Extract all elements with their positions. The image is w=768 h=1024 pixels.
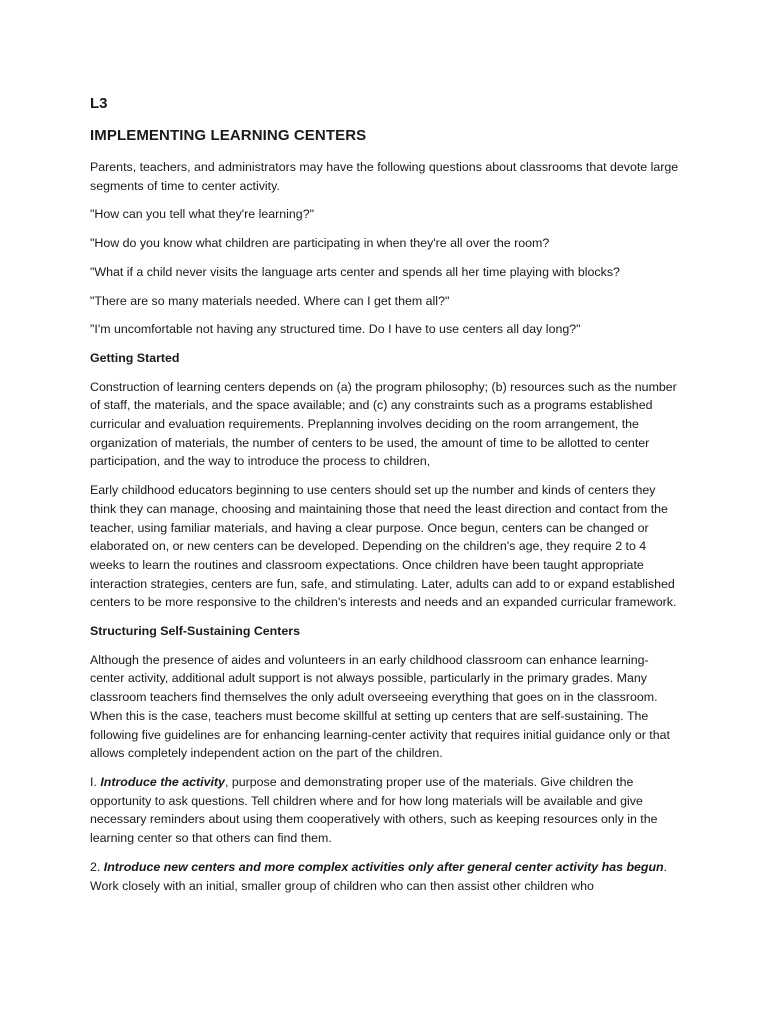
- getting-started-paragraph-1: Construction of learning centers depends on (a) the program philosophy; (b) resources such as the number of staff, the materials, and the space available; and (c) any constraints such as a programs established curricular and evaluation requirements. Preplanning involves deciding on the room arrangement, the organization of materials, the number of centers to be used, the amount of time to be allotted to center participation, and the way to introduce the process to children,: [90, 379, 677, 469]
- guideline-lead: Introduce the activity: [100, 774, 225, 789]
- getting-started-paragraph-2: Early childhood educators beginning to use centers should set up the number and kinds of centers they think they can manage, choosing and maintaining those that need the least direction and contact from the teacher, using familiar materials, and having a clear purpose. Once begun, centers can be changed or elaborated on, or new centers can be developed. Depending on the children's age, they require 2 to 4 weeks to learn the routines and classroom expectations. Once children have been taught appropriate interaction strategies, centers are fun, safe, and stimulating. Later, adults can add to or expand established centers to be more responsive to the children's interests and needs and an expanded curricular framework.: [90, 483, 677, 610]
- question-2: "How do you know what children are participating in when they're all over the room?: [90, 236, 550, 251]
- document-title: IMPLEMENTING LEARNING CENTERS: [90, 127, 367, 144]
- question-4: "There are so many materials needed. Where can I get them all?": [90, 293, 450, 308]
- guideline-item-1: [90, 773, 680, 848]
- document-page: [90, 94, 680, 905]
- guideline-text: . Work closely with an initial, smaller group of children who can then assist other children who: [90, 859, 668, 893]
- section-heading-getting-started: Getting Started: [90, 350, 180, 365]
- question-1: "How can you tell what they're learning?": [90, 207, 314, 222]
- guideline-item-2: [90, 858, 680, 895]
- self-sustaining-paragraph: Although the presence of aides and volunteers in an early childhood classroom can enhance learning-center activity, additional adult support is not always possible, particularly in the primary grades. Many classroom teachers find themselves the only adult overseeing everything that goes on in the classroom. When this is the case, teachers must become skillful at setting up centers that are self-sustaining. The following five guidelines are for enhancing learning-center activity that requires initial guidance only or that allows completely independent action on the part of the children.: [90, 652, 670, 761]
- section-heading-self-sustaining: Structuring Self-Sustaining Centers: [90, 624, 300, 639]
- intro-paragraph: Parents, teachers, and administrators may have the following questions about classrooms that devote large segments of time to center activity.: [90, 160, 679, 193]
- document-code: L3: [90, 95, 108, 112]
- guideline-number: I.: [90, 774, 101, 789]
- guideline-lead: Introduce new centers and more complex activities only after general center activity has begun: [103, 859, 664, 874]
- question-5: "I'm uncomfortable not having any structured time. Do I have to use centers all day long?": [90, 322, 581, 337]
- guideline-number: 2.: [90, 859, 104, 874]
- question-3: "What if a child never visits the language arts center and spends all her time playing with blocks?: [90, 264, 620, 279]
- guideline-text: , purpose and demonstrating proper use of the materials. Give children the opportunity to ask questions. Tell children where and for how long materials will be available and give necessary reminders about using them cooperatively with others, such as keeping resources only in the learning center so that others can find them.: [90, 774, 658, 846]
